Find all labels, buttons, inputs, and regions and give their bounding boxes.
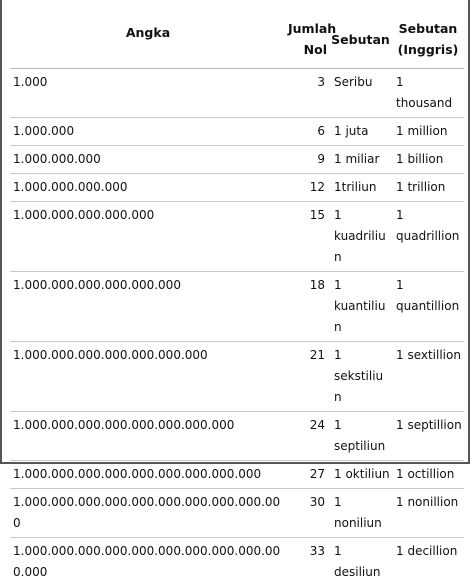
table-row	[10, 272, 464, 342]
table-row	[10, 489, 464, 538]
table-row	[10, 202, 464, 272]
cell-jumlah-nol: 12	[286, 174, 329, 202]
cell-sebutan: 1 oktiliun	[329, 461, 392, 489]
cell-jumlah-nol: 9	[286, 146, 329, 174]
table-row	[10, 174, 464, 202]
cell-jumlah-nol: 24	[286, 412, 329, 461]
header-row	[10, 14, 464, 69]
cell-angka: 1.000.000.000.000.000.000.000.000	[10, 412, 286, 461]
table-row	[10, 342, 464, 412]
cell-jumlah-nol: 15	[286, 202, 329, 272]
cell-sebutan-inggris: 1 trillion	[392, 174, 464, 202]
cell-jumlah-nol: 6	[286, 118, 329, 146]
cell-sebutan-inggris: 1 septillion	[392, 412, 464, 461]
cell-sebutan-inggris: 1 decillion	[392, 538, 464, 586]
cell-angka: 1.000.000.000.000.000	[10, 202, 286, 272]
cell-sebutan: 1 sekstiliun	[329, 342, 392, 412]
cell-sebutan-inggris: 1 thousand	[392, 69, 464, 118]
cell-sebutan-inggris: 1 sextillion	[392, 342, 464, 412]
cell-sebutan: 1 kuadriliun	[329, 202, 392, 272]
header-jumlah-nol: Jumlah Nol	[286, 14, 329, 69]
header-sebutan: Sebutan	[329, 14, 392, 69]
cell-sebutan: 1 septiliun	[329, 412, 392, 461]
table-row	[10, 69, 464, 118]
cell-sebutan-inggris: 1 billion	[392, 146, 464, 174]
cell-angka: 1.000.000.000.000.000.000.000.000.000	[10, 461, 286, 489]
cell-sebutan-inggris: 1 quantillion	[392, 272, 464, 342]
table-row	[10, 146, 464, 174]
cell-sebutan-inggris: 1 quadrillion	[392, 202, 464, 272]
cell-sebutan: 1triliun	[329, 174, 392, 202]
cell-angka: 1.000.000.000	[10, 146, 286, 174]
cell-jumlah-nol: 27	[286, 461, 329, 489]
table-body	[10, 69, 464, 586]
cell-angka: 1.000.000.000.000	[10, 174, 286, 202]
cell-sebutan: 1 kuantiliun	[329, 272, 392, 342]
cell-angka: 1.000	[10, 69, 286, 118]
header-angka: Angka	[10, 14, 286, 69]
cell-sebutan-inggris: 1 octillion	[392, 461, 464, 489]
cell-jumlah-nol: 3	[286, 69, 329, 118]
cell-sebutan: 1 desiliun	[329, 538, 392, 586]
cell-jumlah-nol: 18	[286, 272, 329, 342]
cell-angka: 1.000.000.000.000.000.000.000.000.000.000	[10, 489, 286, 538]
table-row	[10, 538, 464, 586]
table-row	[10, 412, 464, 461]
cell-angka: 1.000.000	[10, 118, 286, 146]
cell-sebutan-inggris: 1 million	[392, 118, 464, 146]
number-names-table	[10, 14, 464, 586]
cell-sebutan: Seribu	[329, 69, 392, 118]
header-sebutan-inggris: Sebutan (Inggris)	[392, 14, 464, 69]
table-row	[10, 461, 464, 489]
cell-sebutan: 1 miliar	[329, 146, 392, 174]
cell-sebutan: 1 noniliun	[329, 489, 392, 538]
cell-jumlah-nol: 30	[286, 489, 329, 538]
cell-angka: 1.000.000.000.000.000.000.000.000.000.000.000	[10, 538, 286, 586]
cell-angka: 1.000.000.000.000.000.000	[10, 272, 286, 342]
cell-sebutan: 1 juta	[329, 118, 392, 146]
cell-sebutan-inggris: 1 nonillion	[392, 489, 464, 538]
cell-angka: 1.000.000.000.000.000.000.000	[10, 342, 286, 412]
cell-jumlah-nol: 21	[286, 342, 329, 412]
cell-jumlah-nol: 33	[286, 538, 329, 586]
table-row	[10, 118, 464, 146]
